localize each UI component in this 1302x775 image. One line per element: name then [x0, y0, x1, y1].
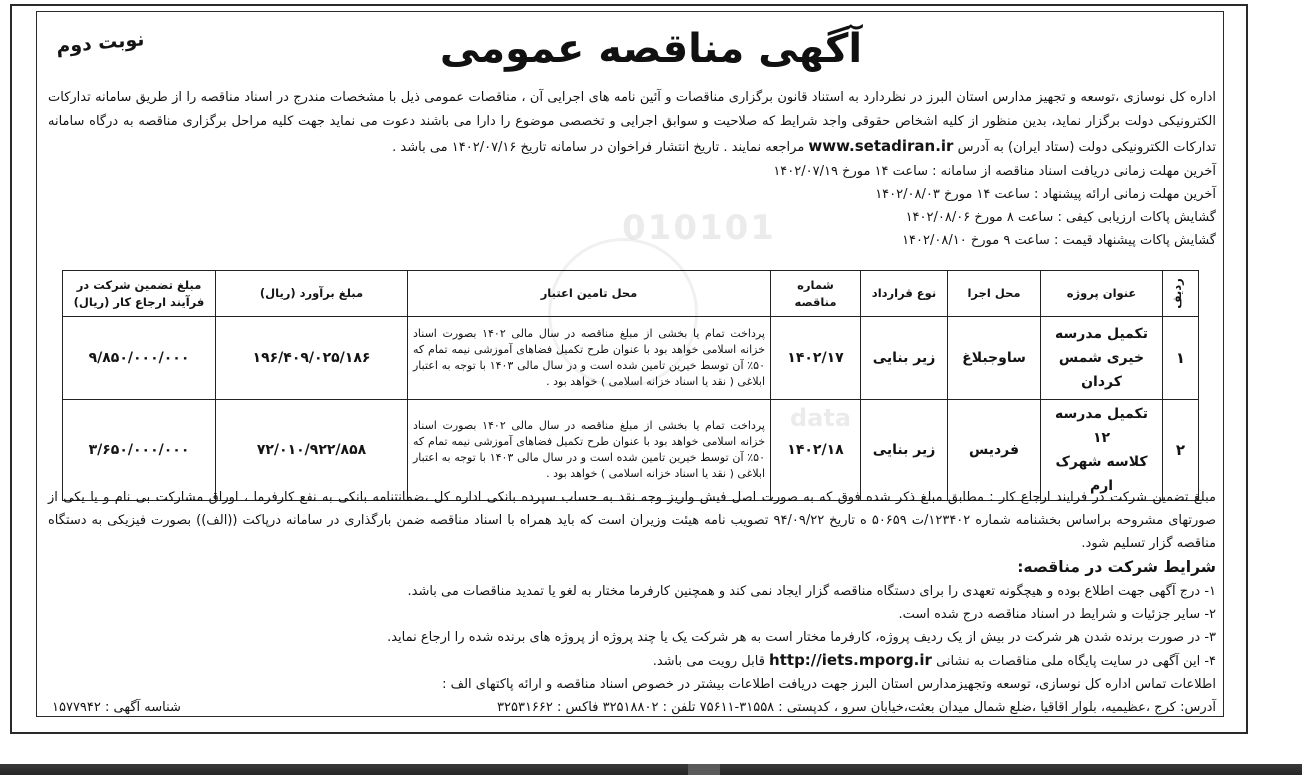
guarantee-amount: ۳/۶۵۰/۰۰۰/۰۰۰	[63, 400, 216, 501]
header-row-number: ردیف	[1163, 271, 1199, 317]
guarantee-amount: ۹/۸۵۰/۰۰۰/۰۰۰	[63, 317, 216, 400]
location: فردیس	[948, 400, 1041, 501]
ad-id: شناسه آگهی : ۱۵۷۷۹۴۲	[52, 700, 181, 715]
intro-paragraph	[48, 86, 1216, 160]
header-location: محل اجرا	[948, 271, 1041, 317]
schedule-price-opening: گشایش پاکات پیشنهاد قیمت : ساعت ۹ مورخ ۱۴۰۲/۰۸/۱۰	[902, 233, 1216, 248]
tender-number: ۱۴۰۲/۱۷	[771, 317, 861, 400]
schedule-docs-deadline: آخرین مهلت زمانی دریافت اسناد مناقصه از سامانه : ساعت ۱۴ مورخ ۱۴۰۲/۰۷/۱۹	[773, 164, 1216, 179]
guarantee-note: مبلغ تضمین شرکت در فرایند ارجاع کار : مطابق مبلغ ذکر شده فوق که به صورت اصل فیش واریز وجه نقد به حساب سپرده بانکی اداره کل ،ضمانتنامه بانکی به نفع کارفرما ، اوراق مشارکت بی نام و یا یکی از صورتهای مشروحه براساس بخشنامه شماره ۱۲۳۴۰۲/ت ۵۰۶۵۹ ه تاریخ ۹۴/۰۹/۲۲ تصویب نامه هیئت وزیران است که باید همراه با اسناد مناقصه ضمن بارگذاری در سامانه درپاکت ((الف)) بصورت فیزیکی به دستگاه مناقصه گزار تسلیم شود.	[48, 490, 1216, 551]
row-number: ۱	[1163, 317, 1199, 400]
row-number: ۲	[1163, 400, 1199, 501]
estimate-amount: ۷۲/۰۱۰/۹۲۲/۸۵۸	[216, 400, 408, 501]
header-contract-type: نوع قرارداد	[861, 271, 948, 317]
location: ساوجبلاغ	[948, 317, 1041, 400]
header-tender-number: شماره مناقصه	[771, 271, 861, 317]
watermark-digits: 010101	[622, 208, 776, 248]
contract-type: زیر بنایی	[861, 400, 948, 501]
tender-number: ۱۴۰۲/۱۸	[771, 400, 861, 501]
tender-table	[62, 270, 1199, 501]
header-estimate: مبلغ برآورد (ریال)	[216, 271, 408, 317]
conditions-heading: شرایط شرکت در مناقصه:	[1017, 558, 1216, 576]
next-page-edge	[0, 764, 1302, 775]
header-project-title: عنوان پروژه	[1041, 271, 1163, 317]
conditions-section	[48, 486, 1216, 719]
funding-source: پرداخت تمام یا بخشی از مبلغ مناقصه در سال مالی ۱۴۰۲ بصورت اسناد خزانه اسلامی خواهد بود با عنوان طرح تکمیل فضاهای آموزشی نیمه تمام که ۵۰٪ آن توسط خیرین تامین شده است و در سال مالی ۱۴۰۳ با توجه به اعتبار ابلاغی ( نقد یا اسناد خزانه اسلامی ) خواهد بود .	[408, 317, 771, 400]
intro-text: اداره کل نوسازی ،توسعه و تجهیز مدارس استان البرز در نظردارد به استناد قانون برگزاری مناقصات و آئین نامه های اجرایی آن ، مناقصات عمومی ذیل با مشخصات مندرج در اسناد مناقصه را از طریق سامانه تدارکات الکترونیکی دولت برگزار نماید، بدین منظور از کلیه اشخاص حقوقی واجد شرایط که صلاحیت و سوابق اجرایی و تخصصی موضوع را دارا می باشند دعوت می نماید جهت کلیه مراحل برگزاری مناقصه به درگاه سامانه تدارکات الکترونیکی دولت (ستاد ایران) به آدرس	[48, 90, 1216, 155]
contract-type: زیر بنایی	[861, 317, 948, 400]
next-page-edge-patch	[688, 764, 720, 775]
address-row	[48, 696, 1216, 719]
schedule-bid-deadline: آخرین مهلت زمانی ارائه پیشنهاد : ساعت ۱۴ مورخ ۱۴۰۲/۰۸/۰۳	[875, 187, 1216, 202]
schedule-quality-opening: گشایش پاکات ارزیابی کیفی : ساعت ۸ مورخ ۱۴۰۲/۰۸/۰۶	[905, 210, 1216, 225]
notice-title: آگهی مناقصه عمومی	[439, 26, 863, 72]
condition-item-1: ۱- درج آگهی جهت اطلاع بوده و هیچگونه تعهدی را برای دستگاه مناقصه گزار ایجاد نمی کند و همچنین کارفرما مختار به لغو یا تمدید مناقصات می باشد.	[407, 584, 1216, 599]
publication-round: نوبت دوم	[55, 28, 146, 58]
project-title: تکمیل مدرسه ۱۲ کلاسه شهرک ارم	[1041, 400, 1163, 501]
header-funding-source: محل تامین اعتبار	[408, 271, 771, 317]
iets-url: http://iets.mporg.ir	[769, 651, 932, 669]
table-row	[63, 317, 1199, 400]
watermark-word: data	[790, 404, 852, 432]
condition-item-2: ۲- سایر جزئیات و شرایط در اسناد مناقصه درج شده است.	[898, 607, 1216, 622]
contact-intro: اطلاعات تماس اداره کل نوسازی، توسعه وتجهیزمدارس استان البرز جهت دریافت اطلاعات بیشتر در خصوص اسناد مناقصه و ارائه پاکتهای الف :	[442, 677, 1216, 692]
contact-address: آدرس: کرج ،عظیمیه، بلوار اقاقیا ،ضلع شمال میدان بعثت،خیابان سرو ، کدپستی : ۳۱۵۵۸-۷۵۶۱۱ تلفن : ۳۲۵۱۸۸۰۲ فاکس : ۳۲۵۳۱۶۶۲	[497, 700, 1216, 715]
condition-item-4: ۴- این آگهی در سایت پایگاه ملی مناقصات به نشانی http://iets.mporg.ir قابل رویت می باشد.	[652, 651, 1216, 669]
header-guarantee: مبلغ تضمین شرکت در فرآیند ارجاع کار (ریال)	[63, 271, 216, 317]
estimate-amount: ۱۹۶/۴۰۹/۰۲۵/۱۸۶	[216, 317, 408, 400]
funding-source: پرداخت تمام یا بخشی از مبلغ مناقصه در سال مالی ۱۴۰۲ بصورت اسناد خزانه اسلامی خواهد بود با عنوان طرح تکمیل فضاهای آموزشی نیمه تمام که ۵۰٪ آن توسط خیرین تامین شده است و در سال مالی ۱۴۰۳ با توجه به اعتبار ابلاغی ( نقد یا اسناد خزانه اسلامی ) خواهد بود .	[408, 400, 771, 501]
notice-intro-section	[48, 86, 1216, 252]
table-header-row	[63, 271, 1199, 317]
project-title: تکمیل مدرسه خیری شمس کردان	[1041, 317, 1163, 400]
intro-text-end: مراجعه نمایند . تاریخ انتشار فراخوان در سامانه تاریخ ۱۴۰۲/۰۷/۱۶ می باشد .	[392, 140, 805, 155]
setad-url: www.setadiran.ir	[808, 137, 954, 155]
condition-item-3: ۳- در صورت برنده شدن هر شرکت در بیش از یک ردیف پروژه، کارفرما مختار است به هر شرکت یک یا چند پروژه از پروژه های برنده شده را ارجاع نماید.	[387, 630, 1216, 645]
